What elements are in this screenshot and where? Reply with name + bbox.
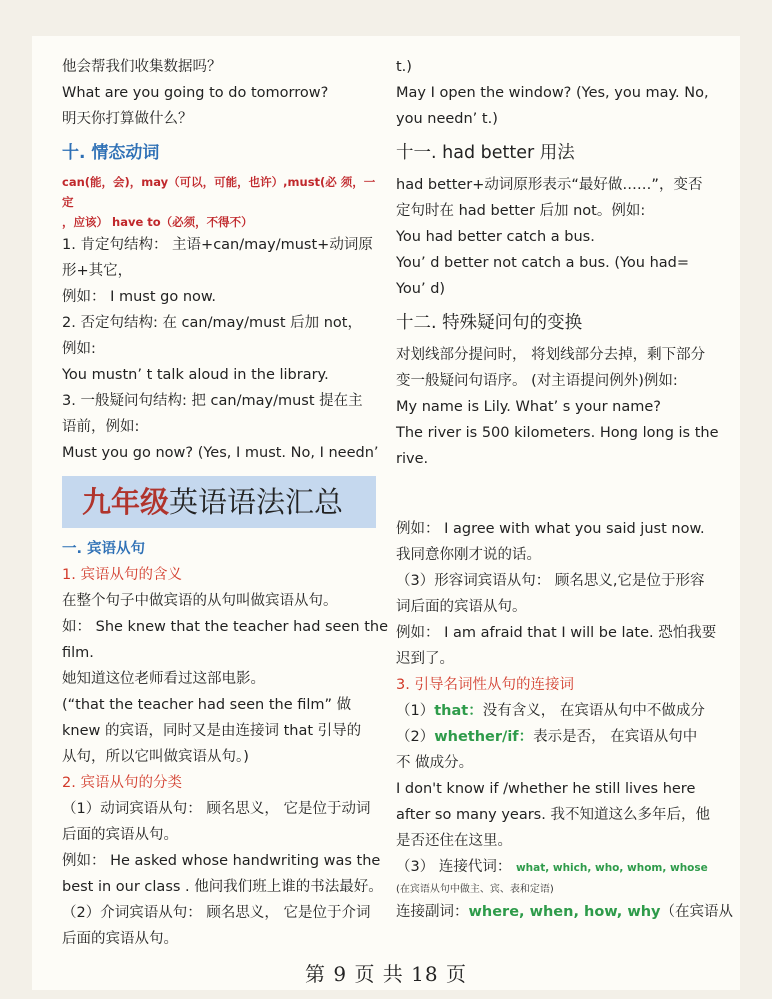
document-page [32, 36, 740, 990]
text-line: 在整个句子中做宾语的从句叫做宾语从句。 [62, 593, 338, 609]
text-line: You’ d) [396, 281, 446, 297]
conj-prefix: 连接副词： [396, 904, 469, 920]
text-line: 1. 肯定句结构： 主语+can/may/must+动词原 [62, 237, 373, 253]
conj-note: (在宾语从句中做主、宾、表和定语) [396, 884, 554, 895]
text-line: 形+其它， [62, 263, 133, 279]
conj-desc: 表示是否， 在宾语从句中 [533, 729, 698, 745]
conjunction-line [396, 854, 726, 881]
conj-prefix: （1） [396, 703, 435, 719]
column-gap [396, 472, 726, 516]
text-line: 例如： I must go now. [62, 289, 217, 305]
text-line: 对划线部分提问时， 将划线部分去掉，剩下部分 [396, 347, 706, 363]
text-line: 后面的宾语从句。 [62, 931, 178, 947]
text-line: had better+动词原形表示“最好做……”，变否 [396, 177, 703, 193]
text-line: 我同意你刚才说的话。 [396, 547, 541, 563]
conj-keyword: what, which, who, whom, whose [515, 862, 708, 874]
modal-verbs-list-cont: ，应该） have to（必须，不得不） [62, 215, 253, 229]
text-line: What are you going to do tomorrow? [62, 85, 329, 101]
text-line: （1）动词宾语从句： 顾名思义， 它是位于动词 [62, 801, 371, 817]
text-line: rive. [396, 451, 429, 467]
text-line: t.) [396, 59, 412, 75]
text-line: （3）形容词宾语从句： 顾名思义,它是位于形容 [396, 573, 705, 589]
text-line: 如： She knew that the teacher had seen the [62, 619, 388, 635]
text-line: 词后面的宾语从句。 [396, 599, 527, 615]
page-footer: 第 9 页 共 18 页 [305, 962, 467, 986]
subsection-heading: 3. 引导名词性从句的连接词 [396, 677, 574, 693]
text-line: 2. 否定句结构: 在 can/may/must 后加 not， [62, 315, 362, 331]
conj-keyword: whether/if： [434, 729, 534, 745]
text-line: 定句时在 had better 后加 not。例如: [396, 203, 646, 219]
section-heading: 一. 宾语从句 [62, 541, 146, 557]
text-line: 例如： He asked whose handwriting was the [62, 853, 381, 869]
text-line: 明天你打算做什么？ [62, 111, 193, 127]
text-line: You had better catch a bus. [396, 229, 595, 245]
text-line: 她知道这位老师看过这部电影。 [62, 671, 265, 687]
text-line: You’ d better not catch a bus. (You had= [396, 255, 690, 271]
subsection-heading: 1. 宾语从句的含义 [62, 567, 182, 583]
text-line: （2）介词宾语从句： 顾名思义， 它是位于介词 [62, 905, 371, 921]
conjunction-line [396, 899, 734, 925]
section-heading: 十. 情态动词 [62, 143, 160, 163]
banner-title [82, 482, 343, 522]
conjunction-line [396, 698, 726, 724]
text-line: I don't know if /whether he still lives here [396, 781, 696, 797]
text-line: 他会帮我们收集数据吗？ [62, 59, 222, 75]
text-line: 例如： I agree with what you said just now. [396, 521, 705, 537]
banner-title-rest: 英语语法汇总 [169, 485, 344, 519]
text-line: Must you go now? (Yes, I must. No, I needn’ [62, 445, 379, 461]
right-column [396, 54, 734, 925]
text-line: The river is 500 kilometers. Hong long is the [396, 425, 719, 441]
conj-keyword: where, when, how, why [468, 904, 661, 920]
text-line: 语前，例如: [62, 419, 140, 435]
text-line: you needn’ t.) [396, 111, 498, 127]
text-line: 是否还住在这里。 [396, 833, 512, 849]
modal-verbs-list: can(能，会)，may（可以，可能，也许）,must(必 须，一定 [62, 175, 376, 209]
conj-desc: （在宾语从 [660, 904, 734, 920]
subsection-heading: 2. 宾语从句的分类 [62, 775, 182, 791]
title-banner [62, 476, 376, 528]
text-line: 从句，所以它叫做宾语从句。) [62, 749, 249, 765]
section-heading: 十二. 特殊疑问句的变换 [396, 313, 583, 333]
text-line: film. [62, 645, 94, 661]
text-line: (“that the teacher had seen the film” 做 [62, 697, 352, 713]
text-line: 后面的宾语从句。 [62, 827, 178, 843]
text-line: 例如: [62, 341, 96, 357]
text-line: best in our class . 他问我们班上谁的书法最好。 [62, 879, 383, 895]
text-line: 3. 一般疑问句结构: 把 can/may/must 提在主 [62, 393, 363, 409]
conj-prefix: （2） [396, 729, 435, 745]
conj-keyword: that： [434, 703, 483, 719]
conjunction-line [396, 724, 726, 750]
text-line: knew 的宾语，同时又是由连接词 that 引导的 [62, 723, 362, 739]
banner-title-grade: 九年级 [82, 485, 170, 519]
section-heading: 十一. had better 用法 [396, 143, 575, 163]
text-line: after so many years. 我不知道这么多年后，他 [396, 807, 710, 823]
text-line: You mustn’ t talk aloud in the library. [62, 367, 329, 383]
text-line: 例如： I am afraid that I will be late. 恐怕我要 [396, 625, 717, 641]
text-line: 变一般疑问句语序。 (对主语提问例外)例如: [396, 373, 678, 389]
text-line: 迟到了。 [396, 651, 454, 667]
text-line: My name is Lily. What’ s your name? [396, 399, 662, 415]
text-line: May I open the window? (Yes, you may. No, [396, 85, 709, 101]
conj-desc: 没有含义， 在宾语从句中不做成分 [482, 703, 705, 719]
conj-prefix: （3） 连接代词： [396, 859, 512, 875]
left-column [62, 54, 388, 952]
text-line: 不 做成分。 [396, 755, 474, 771]
